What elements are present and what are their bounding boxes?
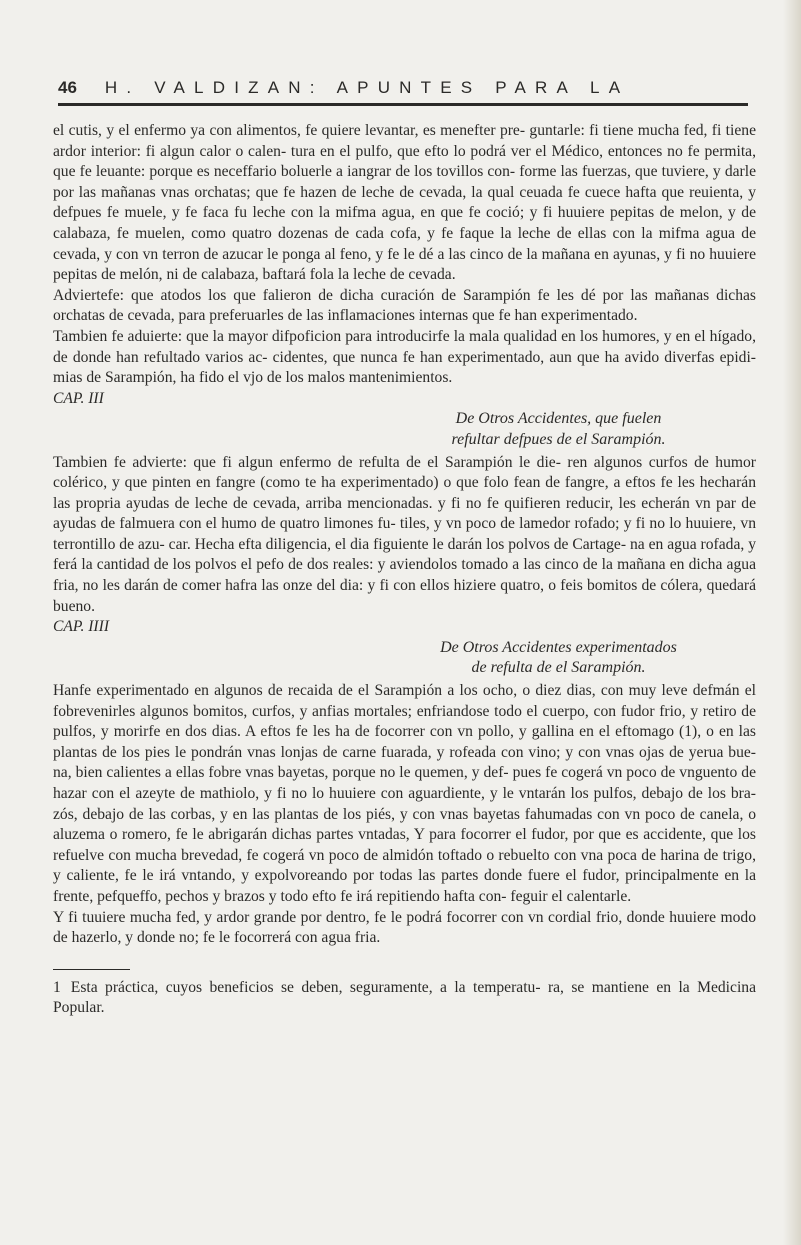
chapter-heading: CAP. III: [53, 389, 104, 407]
paragraph: Tambien fe aduierte: que la mayor difpoficion para introducirfe la mala qualidad en los humores, y en el hígado, de donde han refultado varios ac- cidentes, que nunca fe han experimentado, aun que ha avido diverfas epidi- mias de Sarampión, ha fido el vjo de los malos mantenimientos.: [53, 327, 756, 387]
footnote-number: 1: [53, 978, 61, 996]
paragraph: Tambien fe advierte: que fi algun enfermo de refulta de el Sarampión le die- ren algunos curfos de humor colérico, y que pinten en fangre (como te ha experimentado) o que folo fean de fangre, a eftos fe les hecharán las propria ayudas de leche de cevada, arriba mencionadas. y fi no fe quifieren reducir, les echerán vn par de ayudas de falmuera con el humo de quatro limones fu- tiles, y vn poco de lamedor rofado; y fi no lo huuiere, vn terrontillo de azu- car. Hecha efta diligencia, el dia figuiente le darán los polvos de Cartage- na en agua rofada, y ferá la cantidad de los polvos el pefo de dos reales: y aviendolos tomado a las cinco de la mañana en dicha agua fria, no les darán de comer hafra las onze del dia: y fi con ellos hiziere quatro, o feis bomitos de cólera, quedará bueno.: [53, 453, 756, 615]
running-title: H. VALDIZAN: APUNTES PARA LA: [104, 78, 630, 97]
subtitle-line: refultar defpues de el Sarampión.: [451, 430, 666, 448]
paragraph: Hanfe experimentado en algunos de recaida de el Sarampión a los ocho, o diez dias, con muy leve defmán el fobrevenirles algunos bomitos, curfos, y anfias mortales; enfriandose todo el cuerpo, con fudor frio, y retiro de pulfos, y morirfe en dos dias. A eftos fe les ha de focorrer con vn pollo, y gallina en el eftomago (1), o en las plantas de los pies le pondrán vnas lonjas de carne fuarada, y rofeada con vino; y con vnas ojas de yerua bue- na, bien calientes a ellas fobre vnas bayetas, porque no le quemen, y def- pues fe cogerá vn poco de vnguento de hazar con el azeyte de mathiolo, y fi no lo huuiere con aguardiente, y le vntarán los pulfos, debajo de los bra- zós, debajo de las corbas, y en las plantas de los piés, y con vnas bayetas fahumadas con vn poco de canela, o aluzema o romero, fe le abrigarán dichas partes vntadas, Y para focorrer el fudor, por que es accidente, que los refuelve con mucha brevedad, fe cogerá vn poco de almidón toftado o rebuelto con vna poca de harina de trigo, y caliente, fe le irá vntando, y expolvoreando por todas las partes donde fuere el fudor, principalmente en la frente, pefqueffo, pechos y brazos y todo efto fe irá repitiendo hafta con- feguir el calentarle.: [53, 682, 756, 905]
paragraph: Adviertefe: que atodos los que falieron de dicha curación de Sarampión fe les dé por las mañanas dichas orchatas de cevada, para preferuarles de las inflamaciones internas que fe han experimentado.: [53, 286, 756, 325]
subtitle-line: de refulta de el Sarampión.: [471, 659, 646, 677]
header-rule: [58, 103, 748, 106]
running-header: [58, 78, 748, 98]
page-edge-shadow: [783, 0, 801, 1245]
chapter-heading: CAP. IIII: [53, 618, 110, 636]
subtitle-line: De Otros Accidentes experimentados: [440, 638, 677, 656]
footnote-text: Esta práctica, cuyos beneficios se deben, seguramente, a la temperatu- ra, se mantiene en la Medicina Popular.: [53, 978, 756, 1017]
chapter-subtitle: [53, 409, 756, 450]
paragraph: Y fi tuuiere mucha fed, y ardor grande por dentro, fe le podrá focorrer con vn cordial frio, donde huuiere modo de hazerlo, y donde no; fe le focorrerá con agua fria.: [53, 908, 756, 947]
subtitle-line: De Otros Accidentes, que fuelen: [455, 410, 662, 428]
body-text: [53, 121, 756, 1019]
footnote: [53, 978, 756, 1019]
page-number: 46: [58, 78, 77, 97]
footnote-rule: [53, 969, 130, 970]
chapter-subtitle: [53, 638, 756, 679]
paragraph: el cutis, y el enfermo ya con alimentos, fe quiere levantar, es menefter pre- guntarle: fi tiene mucha fed, fi tiene ardor interior: fi algun calor o calen- tura en el pulfo, que efto lo podrá ver el Médico, entonces no fe permita, que fe leuante: porque es neceffario boluerle a iangrar de los tovillos con- forme las fuerzas, que tuviere, y darle por las mañanas vnas orchatas; que fe hazen de leche de cevada, la qual ceuada fe cuece hafta que reuienta, y defpues fe muele, y fe faca fu leche con la mifma agua, en que fe coció; y fi huuiere pepitas de melon, y de calabaza, fe muelen, como quatro dozenas de cada cofa, y fe faque la leche de ellas con la mifma agua de cevada, y con vn terron de azucar le ponga al feno, y fe le dé a las cinco de la mañana en ayunas, y fi no huuiere pepitas de melón, ni de calabaza, baftará fola la leche de cevada.: [53, 122, 756, 284]
